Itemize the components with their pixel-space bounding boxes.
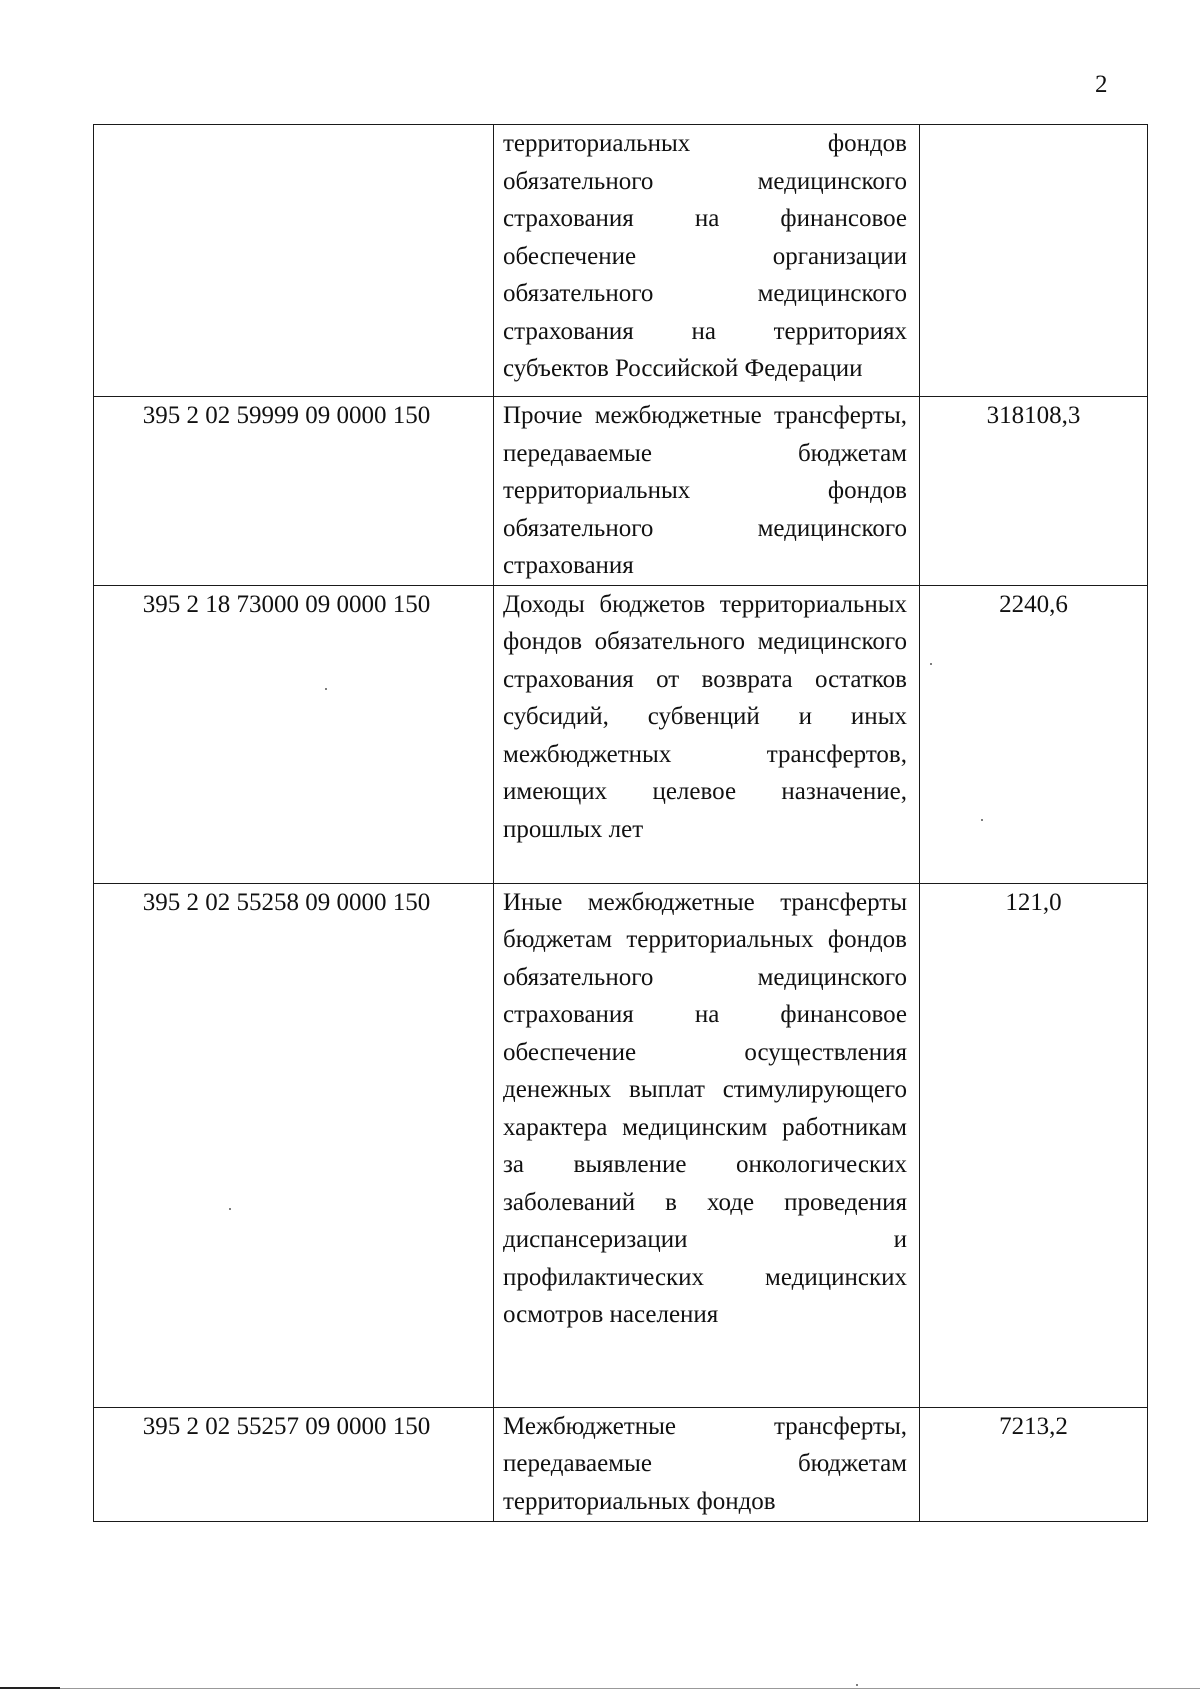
budget-revenue-table — [93, 124, 1148, 1522]
revenue-name-cell: территориальных фондов обязательного медицинского страхования на финансовое обеспечение организации обязательного медицинского страхования на территориях субъектов Российской Федерации — [494, 125, 920, 397]
amount-cell: 7213,2 — [920, 1407, 1148, 1521]
scan-edge-mark — [0, 1687, 60, 1689]
scan-dot — [930, 663, 932, 665]
page-number: 2 — [1095, 71, 1108, 98]
revenue-name-cell: Межбюджетные трансферты, передаваемые бюджетам территориальных фондов — [494, 1407, 920, 1521]
budget-code-cell: 395 2 18 73000 09 0000 150 — [94, 585, 494, 883]
scan-edge-mark — [60, 1688, 1200, 1689]
scan-dot — [229, 1208, 231, 1210]
amount-cell — [920, 125, 1148, 397]
revenue-name-cell: Иные межбюджетные трансферты бюджетам территориальных фондов обязательного медицинского страхования на финансовое обеспечение осуществления денежных выплат стимулирующего характера медицинским работникам за выявление онкологических заболеваний в ходе проведения диспансеризации и профилактических медицинских осмотров населения — [494, 883, 920, 1407]
budget-code-cell: 395 2 02 55258 09 0000 150 — [94, 883, 494, 1407]
amount-cell: 2240,6 — [920, 585, 1148, 883]
budget-code-cell: 395 2 02 55257 09 0000 150 — [94, 1407, 494, 1521]
scan-dot — [325, 688, 327, 690]
amount-cell: 318108,3 — [920, 397, 1148, 586]
table-row — [94, 1407, 1148, 1521]
revenue-name-cell: Доходы бюджетов территориальных фондов обязательного медицинского страхования от возврата остатков субсидий, субвенций и иных межбюджетных трансфертов, имеющих целевое назначение, прошлых лет — [494, 585, 920, 883]
scan-dot — [981, 819, 983, 821]
table-row — [94, 125, 1148, 397]
table-row — [94, 883, 1148, 1407]
scan-dot — [856, 1684, 858, 1686]
budget-code-cell: 395 2 02 59999 09 0000 150 — [94, 397, 494, 586]
table-row — [94, 397, 1148, 586]
budget-code-cell — [94, 125, 494, 397]
table-row — [94, 585, 1148, 883]
revenue-name-cell: Прочие межбюджетные трансферты, передаваемые бюджетам территориальных фондов обязательного медицинского страхования — [494, 397, 920, 586]
amount-cell: 121,0 — [920, 883, 1148, 1407]
